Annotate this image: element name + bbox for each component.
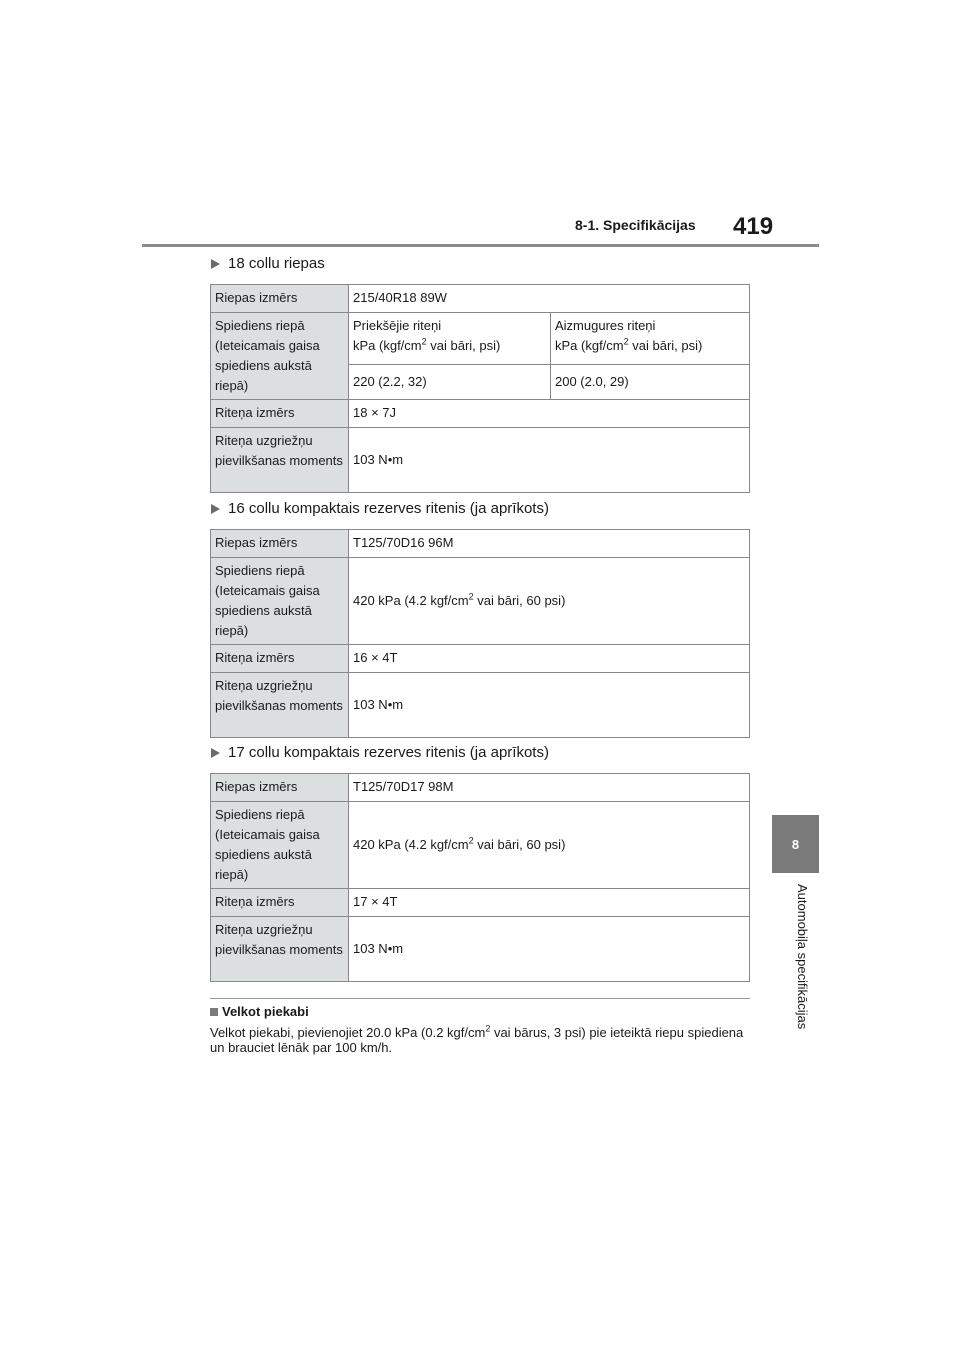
pressure-value-b: vai bāri, 60 psi) <box>473 593 566 608</box>
torque-label: Riteņa uzgriežņu pievilkšanas moments <box>211 673 349 738</box>
pressure-label: Spiediens riepā (Ieteicamais gaisa spiediens aukstā riepā) <box>211 313 349 400</box>
triangle-bullet-icon <box>211 504 220 514</box>
section-title-text: 17 collu kompaktais rezerves ritenis (ja aprīkots) <box>228 744 549 761</box>
tire-size-value: 215/40R18 89W <box>349 285 750 313</box>
pressure-label: Spiediens riepā (Ieteicamais gaisa spiediens aukstā riepā) <box>211 558 349 645</box>
table-row <box>211 313 750 365</box>
pressure-label: Spiediens riepā (Ieteicamais gaisa spiediens aukstā riepā) <box>211 802 349 889</box>
pressure-value-sup: 2 <box>468 591 474 602</box>
triangle-bullet-icon <box>211 748 220 758</box>
wheel-size-value: 18 × 7J <box>349 400 750 428</box>
torque-label: Riteņa uzgriežņu pievilkšanas moments <box>211 917 349 982</box>
towing-title <box>210 1004 309 1019</box>
chapter-label: Automobiļa specifikācijas <box>795 884 810 1030</box>
table-row <box>211 802 750 889</box>
wheel-size-label: Riteņa izmērs <box>211 400 349 428</box>
table-row <box>211 400 750 428</box>
rear-unit-a: kPa (kgf/cm <box>555 338 624 353</box>
pressure-value-sup: 2 <box>468 835 474 846</box>
towing-rule <box>210 998 750 999</box>
tire-size-label: Riepas izmērs <box>211 285 349 313</box>
triangle-bullet-icon <box>211 259 220 269</box>
table-row <box>211 558 750 645</box>
table-row <box>211 774 750 802</box>
rear-unit <box>555 336 745 356</box>
front-unit <box>353 336 546 356</box>
front-pressure-header <box>349 313 551 365</box>
towing-text <box>210 1025 755 1055</box>
front-unit-b: vai bāri, psi) <box>426 338 501 353</box>
spec-table-17 <box>210 773 750 982</box>
front-unit-a: kPa (kgf/cm <box>353 338 422 353</box>
spec-table-16 <box>210 529 750 738</box>
front-unit-sup: 2 <box>421 336 427 347</box>
torque-value: 103 N•m <box>349 917 750 982</box>
pressure-value-a: 420 kPa (4.2 kgf/cm <box>353 593 469 608</box>
section-title-17 <box>211 744 549 761</box>
section-title-18 <box>211 255 325 272</box>
pressure-value-b: vai bāri, 60 psi) <box>473 837 566 852</box>
spec-table-18 <box>210 284 750 493</box>
towing-text-a: Velkot piekabi, pievienojiet 20.0 kPa (0.2 kgf/cm <box>210 1025 486 1040</box>
wheel-size-label: Riteņa izmērs <box>211 645 349 673</box>
front-pressure-value: 220 (2.2, 32) <box>349 365 551 400</box>
table-row <box>211 428 750 493</box>
section-title-text: 18 collu riepas <box>228 255 325 272</box>
torque-value: 103 N•m <box>349 673 750 738</box>
tire-size-label: Riepas izmērs <box>211 774 349 802</box>
header-rule <box>142 244 819 247</box>
table-row <box>211 673 750 738</box>
section-title-text: 16 collu kompaktais rezerves ritenis (ja aprīkots) <box>228 500 549 517</box>
tire-size-value: T125/70D16 96M <box>349 530 750 558</box>
wheel-size-value: 17 × 4T <box>349 889 750 917</box>
rear-pressure-header <box>551 313 750 365</box>
tire-size-value: T125/70D17 98M <box>349 774 750 802</box>
table-row <box>211 889 750 917</box>
table-row <box>211 285 750 313</box>
torque-value: 103 N•m <box>349 428 750 493</box>
tire-size-label: Riepas izmērs <box>211 530 349 558</box>
pressure-value <box>349 558 750 645</box>
towing-text-b: vai bārus, 3 psi) pie ieteiktā riepu spiediena un brauciet lēnāk par 100 km/h. <box>210 1025 744 1055</box>
table-row <box>211 530 750 558</box>
rear-header-text: Aizmugures riteņi <box>555 318 656 333</box>
table-row <box>211 917 750 982</box>
torque-label: Riteņa uzgriežņu pievilkšanas moments <box>211 428 349 493</box>
rear-unit-b: vai bāri, psi) <box>628 338 703 353</box>
table-row <box>211 645 750 673</box>
section-title-16 <box>211 500 549 517</box>
wheel-size-value: 16 × 4T <box>349 645 750 673</box>
rear-pressure-value: 200 (2.0, 29) <box>551 365 750 400</box>
header-section-title: 8-1. Specifikācijas <box>575 217 696 233</box>
pressure-value-a: 420 kPa (4.2 kgf/cm <box>353 837 469 852</box>
square-bullet-icon <box>210 1008 218 1016</box>
pressure-value <box>349 802 750 889</box>
wheel-size-label: Riteņa izmērs <box>211 889 349 917</box>
chapter-tab: 8 <box>772 815 819 873</box>
towing-text-sup: 2 <box>485 1023 491 1034</box>
front-header-text: Priekšējie riteņi <box>353 318 442 333</box>
rear-unit-sup: 2 <box>623 336 629 347</box>
towing-title-text: Velkot piekabi <box>222 1004 309 1019</box>
page-number: 419 <box>733 213 774 240</box>
